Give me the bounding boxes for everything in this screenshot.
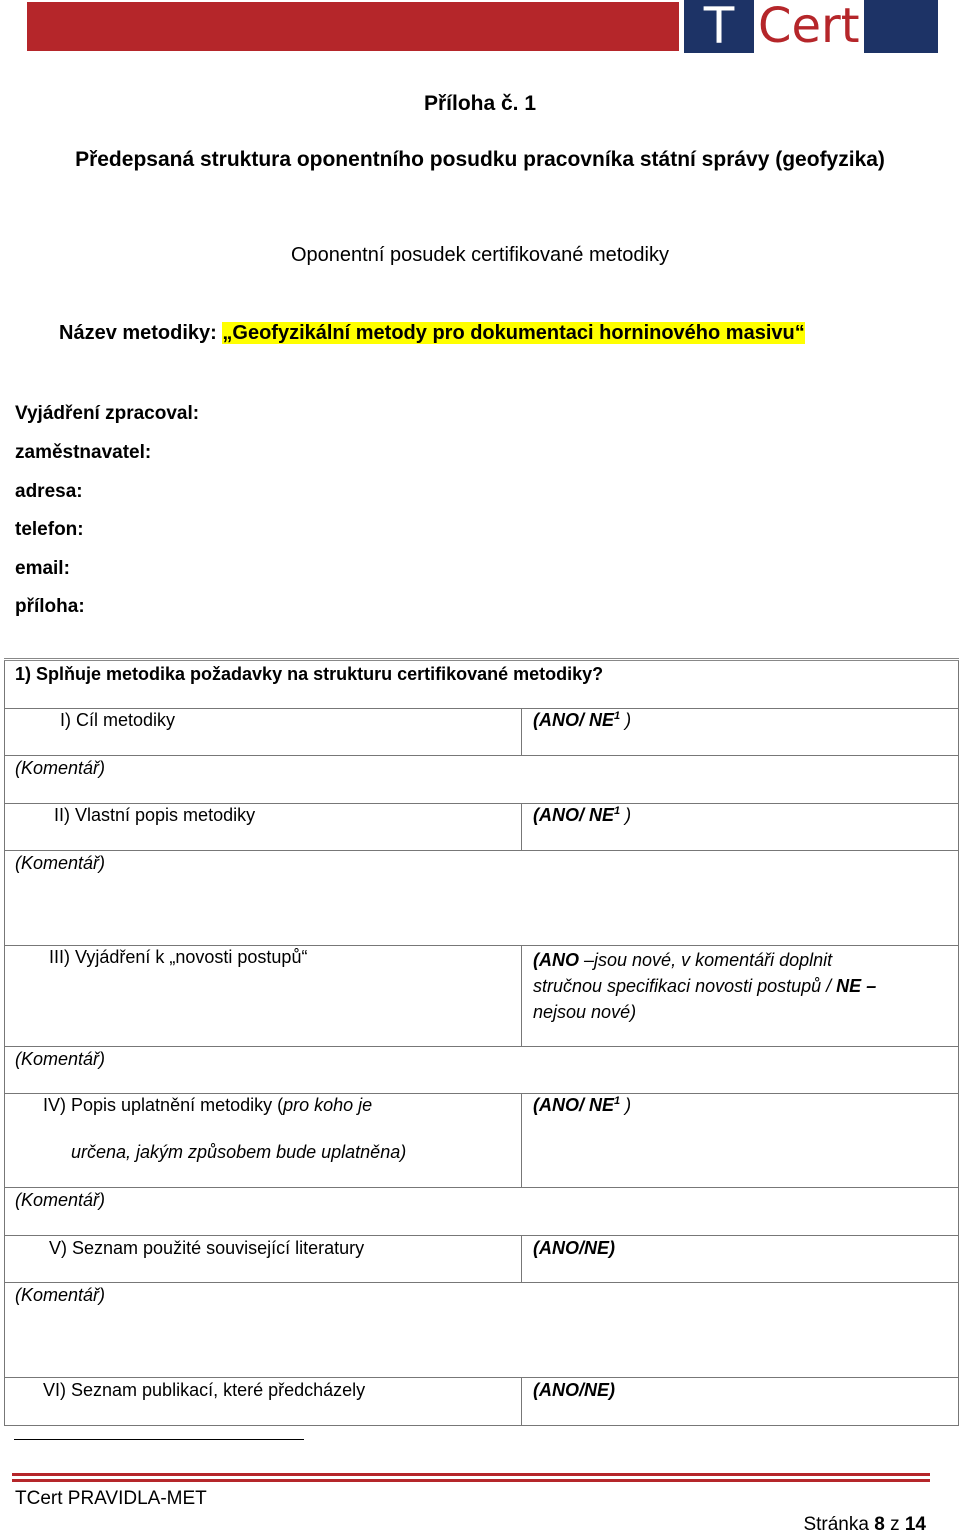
table-row: [5, 803, 958, 851]
comment-ii: (Komentář): [15, 853, 106, 873]
field-email: email:: [15, 558, 70, 579]
footer-doc-id: TCert PRAVIDLA-MET: [15, 1488, 207, 1509]
footer-rule-2: [12, 1479, 930, 1482]
item-i: I) Cíl metodiky: [60, 710, 176, 730]
question-row: [5, 661, 958, 709]
method-name: „Geofyzikální metody pro dokumentaci horninového masivu“: [222, 322, 805, 344]
answer-iii: (ANO –jsou nové, v komentáři doplnit stručnou specifikaci novosti postupů / NE – nejsou nové): [533, 950, 877, 1022]
table-row: [5, 851, 958, 946]
field-phone: telefon:: [15, 519, 84, 540]
table-row: [5, 708, 958, 756]
comment-v: (Komentář): [15, 1285, 106, 1305]
item-iv-line2: určena, jakým způsobem bude uplatněna): [71, 1142, 407, 1162]
assessment-table: [4, 661, 959, 1426]
question-text: 1) Splňuje metodika požadavky na strukturu certifikované metodiky?: [15, 664, 604, 684]
item-iii: III) Vyjádření k „novosti postupů“: [49, 947, 308, 967]
item-vi: VI) Seznam publikací, které předcházely: [43, 1380, 366, 1400]
logo-cert: Cert: [754, 0, 864, 53]
field-processed-by: Vyjádření zpracoval:: [15, 403, 200, 424]
header-banner: [27, 2, 679, 51]
field-employer: zaměstnavatel:: [15, 442, 152, 463]
table-row: [5, 945, 958, 1047]
table-row: [5, 1236, 958, 1283]
appendix-title: Příloha č. 1: [423, 92, 537, 115]
field-attachment: příloha:: [15, 596, 85, 617]
answer-v: (ANO/NE): [533, 1238, 615, 1258]
item-iv: IV) Popis uplatnění metodiky (pro koho je: [43, 1095, 373, 1115]
comment-i: (Komentář): [15, 758, 106, 778]
table-row: [5, 756, 958, 804]
table-row: [5, 1188, 958, 1236]
comment-iv: (Komentář): [15, 1190, 106, 1210]
footnote-separator: [14, 1439, 304, 1440]
page-number: Stránka 8 z 14: [803, 1514, 926, 1535]
logo-t: T: [684, 0, 754, 53]
method-label: Název metodiky:: [59, 322, 223, 344]
table-row: [5, 1093, 958, 1188]
answer-ii: (ANO/ $NE^1$ ): [533, 805, 632, 825]
document-title: Oponentní posudek certifikované metodiky: [291, 244, 669, 266]
item-ii: II) Vlastní popis metodiky: [54, 805, 256, 825]
field-address: adresa:: [15, 481, 83, 502]
answer-vi: (ANO/NE): [533, 1380, 615, 1400]
table-row: [5, 1283, 958, 1378]
answer-iv: (ANO/ $NE^1$ ): [533, 1095, 632, 1115]
page-subtitle: Předepsaná struktura oponentního posudku pracovníka státní správy (geofyzika): [75, 148, 885, 171]
comment-iii: (Komentář): [15, 1049, 106, 1069]
method-name-line: [59, 322, 805, 345]
footer-rule: [12, 1473, 930, 1476]
table-row: [5, 1378, 958, 1426]
tcert-logo: [684, 0, 938, 53]
item-v: V) Seznam použité související literatury: [49, 1238, 365, 1258]
table-row: [5, 1047, 958, 1094]
answer-i: (ANO/ $NE^1$ ): [533, 710, 632, 730]
